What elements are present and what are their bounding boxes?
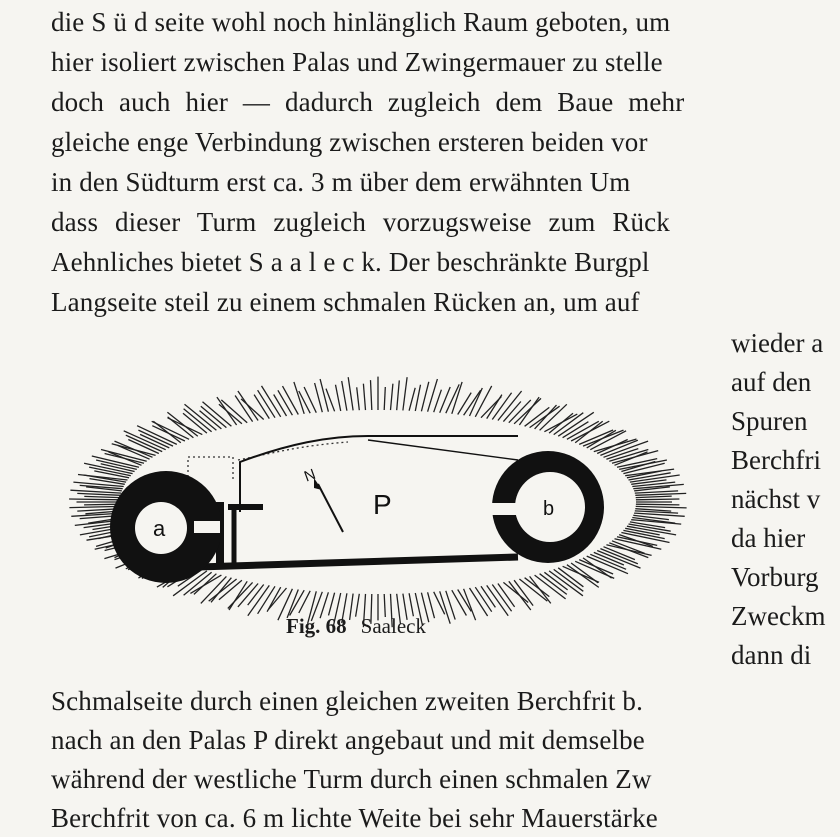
text-line-right: Spuren — [731, 406, 808, 436]
text-line: Berchfrit von ca. 6 m lichte Weite bei sehr Mauerstärke — [51, 803, 658, 833]
text-line-right: dann di — [731, 640, 812, 670]
text-line-right: Zweckm — [731, 601, 826, 631]
figure-number: Fig. 68 — [286, 614, 347, 638]
text-line-right: Berchfri — [731, 445, 821, 475]
label-north: N — [301, 465, 318, 486]
figure-title: Saaleck — [360, 614, 426, 638]
text-line-right: wieder a — [731, 328, 824, 358]
text-line-right: Vorburg — [731, 562, 819, 592]
text-line: doch auch hier — dadurch zugleich dem Baue mehr — [51, 87, 685, 117]
label-a: a — [153, 516, 166, 541]
text-line: hier isoliert zwischen Palas und Zwingermauer zu stelle — [51, 47, 663, 77]
text-line: in den Südturm erst ca. 3 m über dem erwähnten Um — [51, 167, 631, 197]
figure-caption — [286, 614, 426, 639]
text-line: nach an den Palas P direkt angebaut und mit demselbe — [51, 725, 645, 755]
text-line: Schmalseite durch einen gleichen zweiten Berchfrit b. — [51, 686, 643, 716]
text-line-right: nächst v — [731, 484, 821, 514]
label-palas: P — [373, 489, 392, 520]
text-line: während der westliche Turm durch einen schmalen Zw — [51, 764, 652, 794]
text-line: dass dieser Turm zugleich vorzugsweise zum Rück — [51, 207, 670, 237]
text-line: Aehnliches bietet S a a l e c k. Der beschränkte Burgpl — [51, 247, 650, 277]
text-line: Langseite steil zu einem schmalen Rücken an, um auf — [51, 287, 640, 317]
castle-plan-drawing — [48, 362, 698, 612]
text-line-right: auf den — [731, 367, 812, 397]
north-arrow — [318, 484, 343, 532]
label-b: b — [543, 498, 555, 520]
castle-plan-figure — [48, 362, 698, 612]
text-line: gleiche enge Verbindung zwischen ersteren beiden vor — [51, 127, 648, 157]
text-line: die S ü d seite wohl noch hinlänglich Raum geboten, um — [51, 7, 671, 37]
text-line-right: da hier — [731, 523, 806, 553]
